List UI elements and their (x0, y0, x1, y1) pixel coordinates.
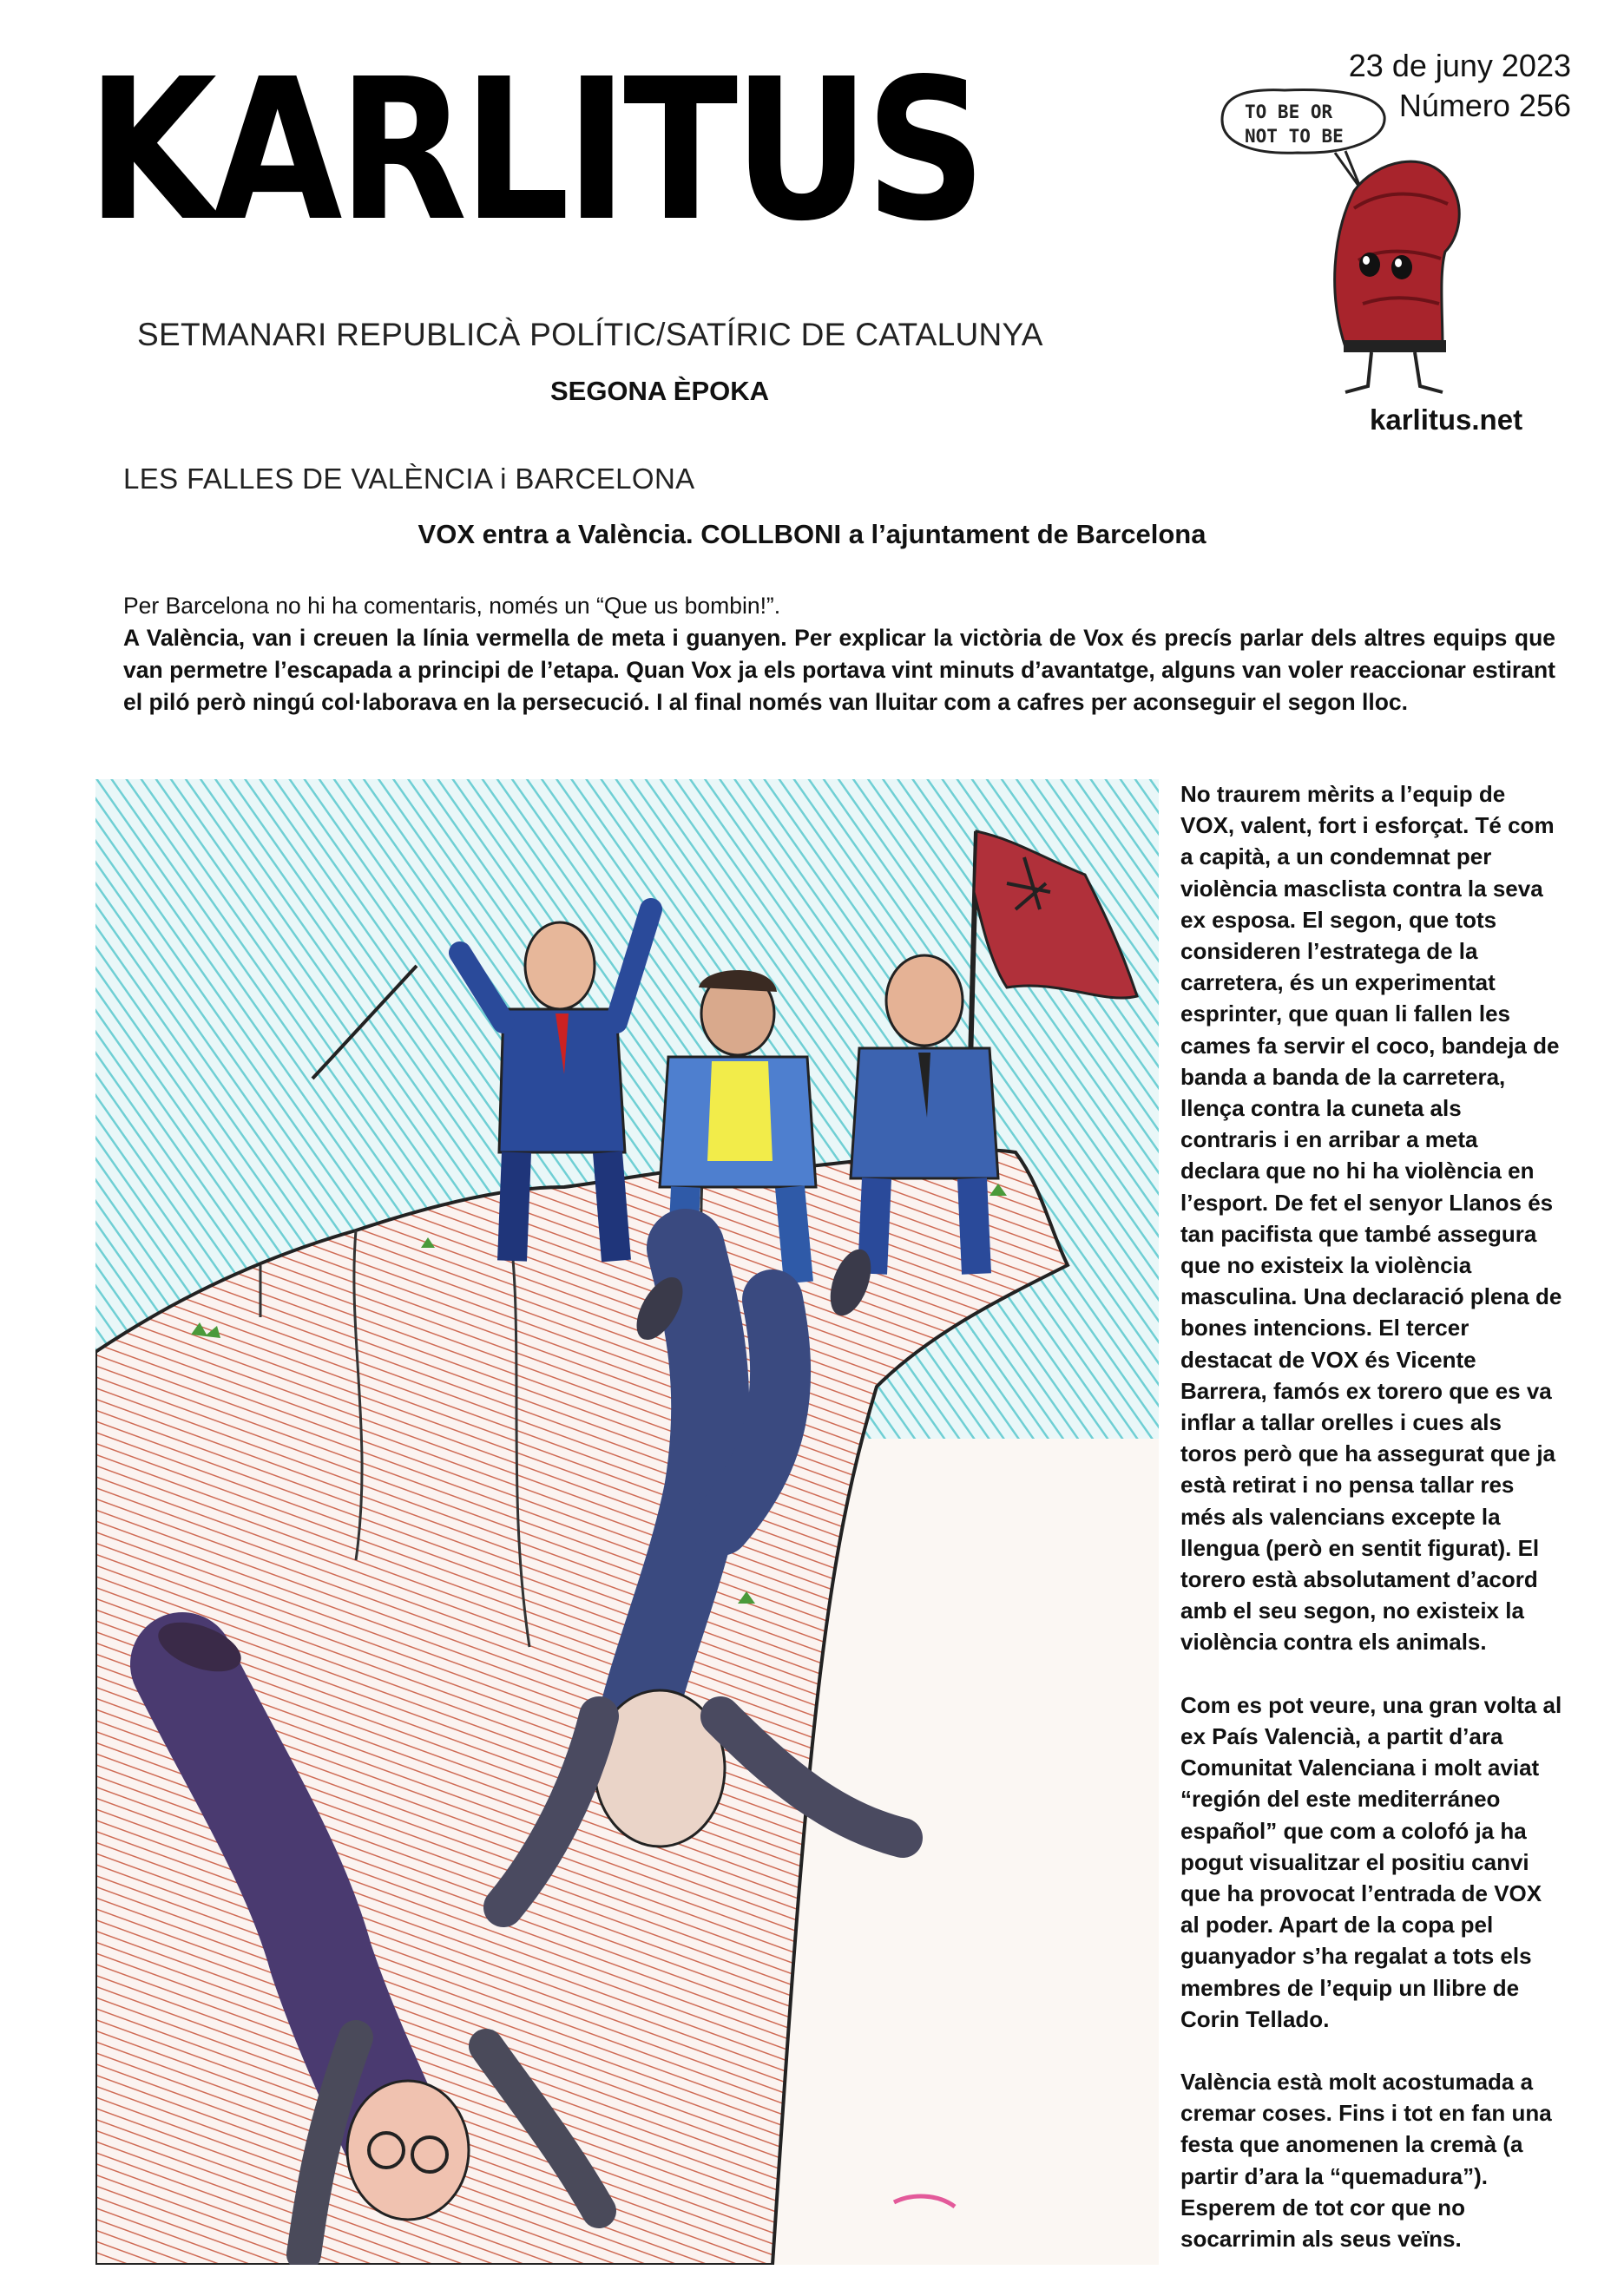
column-paragraph-1: No traurem mèrits a l’equip de VOX, valent, fort i esforçat. Té com a capità, a un condemnat per violència masclista contra la seva ex esposa. El segon, que tots consideren l’estratega de la carretera, és un experimentat esprinter, que quan li fallen les cames fa servir el coco, bandeja de banda a banda de la carretera, llença contra la cuneta als contraris i en arribar a meta declara que no hi ha violència en l’esport. De fet el senyor Llanos és tan pacifista que també assegura que no existeix la violència masculina. Una declaració plena de bones intencions. El tercer destacat de VOX és Vicente Barrera, famós ex torero que es va inflar a tallar orelles i cues als toros però que ha assegurat que ja està retirat i no pensa tallar res més als valencians excepte la llengua (però en sentit figurat). El torero està absolutament d’acord amb el seu segon, no existeix la violència contra els animals. (1180, 781, 1562, 1656)
mascot-band (1344, 340, 1446, 352)
article-headline: VOX entra a València. COLLBONI a l’ajuntament de Barcelona (418, 519, 1206, 549)
column-paragraph-2: Com es pot veure, una gran volta al ex País Valencià, a partit d’ara Comunitat Valenciana i molt aviat “región del este mediterráneo español” que com a colofó ja ha pogut visualitzar el positiu canvi que ha provocat l’entrada de VOX al poder. Apart de la copa pel guanyador s’ha regalat a tots els membres de l’equip un llibre de Corin Tellado. (1180, 1691, 1562, 2032)
section-title: LES FALLES DE VALÈNCIA i BARCELONA (123, 462, 695, 495)
figure2-shirt (707, 1061, 773, 1161)
masthead-epoch: SEGONA ÈPOKA (549, 376, 770, 406)
column-paragraph-3: València està molt acostumada a cremar coses. Fins i tot en fan una festa que anomenen la cremà (a partir d’ara la “quemadura”). Esperem de tot cor que no socarrimin als seus veïns. (1180, 2068, 1552, 2252)
speech-line-1: TO BE OR (1245, 102, 1333, 122)
mascot-eye-left (1359, 253, 1380, 277)
issue-number: Número 256 (1398, 88, 1571, 123)
masthead-subtitle: SETMANARI REPUBLICÀ POLÍTIC/SATÍRIC DE CATALUNYA (137, 317, 1043, 352)
mascot-drawing (1215, 87, 1510, 399)
figure3-head (886, 955, 963, 1046)
issue-date: 23 de juny 2023 (1348, 48, 1571, 83)
masthead-title: KARLITUS (87, 37, 983, 265)
cartoon-illustration (95, 779, 1159, 2265)
figure1-head (525, 922, 595, 1009)
mascot-eye-glint-right (1395, 259, 1402, 267)
article-intro (123, 590, 1555, 718)
falling-figure-left-head (347, 2081, 469, 2220)
article-column (1180, 778, 1562, 2286)
mascot-illustration (1215, 87, 1510, 399)
mascot-eye-right (1391, 255, 1412, 279)
website-link[interactable]: karlitus.net (1370, 403, 1523, 436)
speech-bubble-tail (1335, 151, 1361, 189)
mascot-legs (1345, 352, 1443, 392)
cartoon-drawing (95, 779, 1159, 2265)
intro-lead: Per Barcelona no hi ha comentaris, només un “Que us bombin!”. (123, 593, 781, 619)
mascot-eye-glint-left (1363, 256, 1370, 265)
intro-body: A València, van i creuen la línia vermella de meta i guanyen. Per explicar la victòria de Vox és precís parlar dels altres equips que van permetre l’escapada a principi de l’etapa. Quan Vox ja els portava vint minuts d’avantatge, alguns van voler reaccionar estirant el piló però ningú col·laborava en la persecució. I al final només van lluitar com a cafres per aconseguir el segon lloc. (123, 625, 1555, 715)
speech-line-2: NOT TO BE (1245, 126, 1344, 147)
mascot-cap-body (1335, 161, 1460, 347)
